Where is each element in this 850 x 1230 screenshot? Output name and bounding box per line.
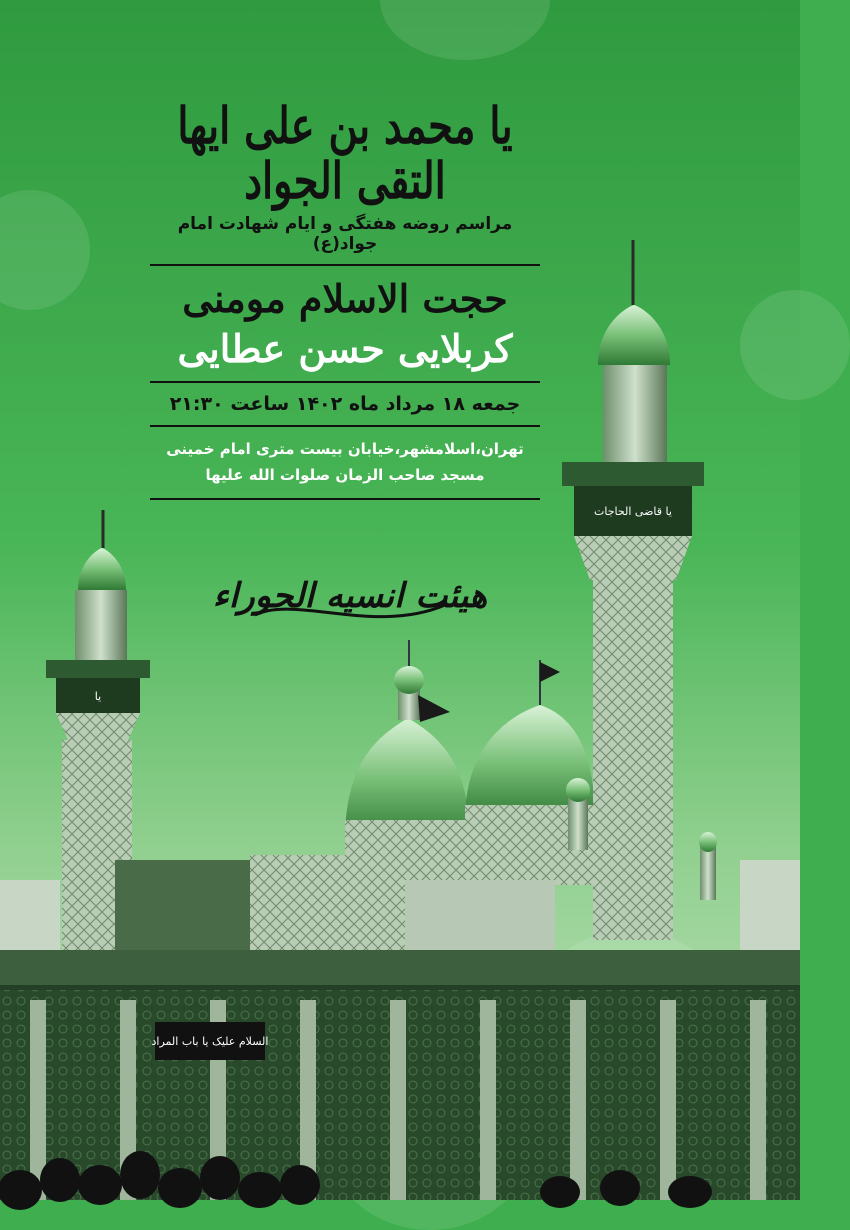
heyat-logo	[212, 555, 488, 645]
event-text-block	[150, 96, 540, 510]
dome-right	[465, 660, 595, 885]
address-line-1: تهران،اسلامشهر،خیابان بیست متری امام خمینی	[166, 440, 524, 459]
divider	[150, 264, 540, 266]
speaker-line-2: کربلایی حسن عطایی	[177, 325, 513, 371]
divider	[150, 498, 540, 500]
calligraphy-title: یا محمد بن علی ایها التقی الجواد	[177, 96, 513, 211]
event-subtitle: مراسم روضه هفتگی و ایام شهادت امام جواد(ع)	[177, 214, 513, 254]
divider	[150, 381, 540, 383]
black-flag-icon	[418, 695, 450, 722]
event-datetime: جمعه ۱۸ مرداد ماه ۱۴۰۲ ساعت ۲۱:۳۰	[169, 393, 521, 416]
address-line-2: مسجد صاحب الزمان صلوات الله علیها	[205, 465, 485, 484]
minaret-left-banner: یا	[94, 690, 102, 703]
door-banner: السلام علیک یا باب المراد	[151, 1035, 269, 1048]
minaret-right-banner: یا قاضی الحاجات	[594, 505, 672, 518]
dome-left	[345, 640, 470, 890]
black-flag-icon	[540, 662, 560, 682]
speaker-line-1: حجت الاسلام مومنی	[182, 276, 508, 321]
portico	[0, 950, 800, 1200]
logo-text: هیئت انسیه الحوراء	[212, 576, 488, 616]
divider	[150, 425, 540, 427]
